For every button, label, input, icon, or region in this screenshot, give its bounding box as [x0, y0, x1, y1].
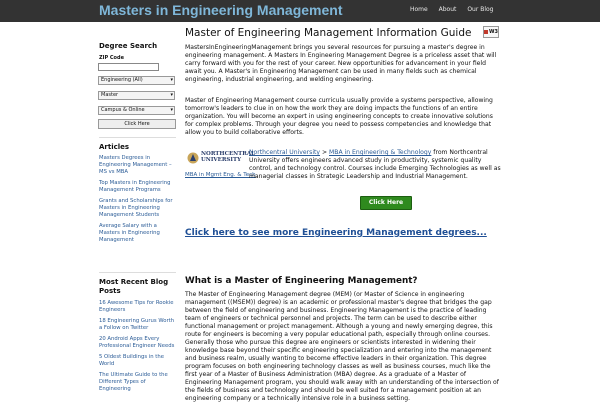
- logo-line-1: NORTHCENTRAL: [201, 151, 255, 157]
- campus-select-value: Campus & Online: [101, 107, 145, 113]
- w3c-badge[interactable]: [483, 26, 499, 38]
- section-heading: What is a Master of Engineering Management?: [185, 276, 418, 286]
- program-select[interactable]: [98, 76, 175, 85]
- articles-title: Articles: [99, 143, 130, 151]
- program-select-value: Engineering (All): [101, 77, 143, 83]
- recent-post-link[interactable]: 16 Awesome Tips for Rookie Engineers: [99, 300, 174, 313]
- sidebar-divider: [99, 272, 176, 273]
- nav-about[interactable]: About: [438, 6, 457, 13]
- zip-code-label: ZIP Code: [99, 55, 124, 61]
- article-link[interactable]: Top Masters in Engineering Management Programs: [99, 180, 171, 193]
- degree-level-select[interactable]: [98, 91, 175, 100]
- recent-post-link[interactable]: 20 Android Apps Every Professional Engineer Needs: [99, 336, 175, 349]
- w3c-icon: [484, 30, 488, 34]
- degree-level-select-value: Master: [101, 92, 119, 98]
- more-degrees-link[interactable]: Click here to see more Engineering Management degrees...: [185, 228, 487, 238]
- nav-home[interactable]: Home: [410, 6, 428, 13]
- articles-list: [99, 155, 177, 248]
- northcentral-logo-mark-icon: [187, 152, 199, 164]
- degree-search-title: Degree Search: [99, 42, 158, 50]
- recent-post-link[interactable]: 18 Engineering Gurus Worth a Follow on Twitter: [99, 318, 175, 331]
- promo-separator: >: [320, 149, 329, 156]
- mba-engineering-technology-link[interactable]: MBA in Engineering & Technology: [329, 149, 432, 156]
- article-link[interactable]: Grants and Scholarships for Masters in Engineering Management Students: [99, 198, 173, 218]
- campus-select[interactable]: [98, 106, 175, 115]
- recent-post-link[interactable]: 5 Oldest Buildings in the World: [99, 354, 164, 367]
- degree-search-button[interactable]: Click Here: [98, 119, 176, 129]
- northcentral-logo-text: [201, 151, 255, 163]
- w3c-badge-label: W3: [489, 29, 498, 35]
- recent-posts-title: Most Recent Blog Posts: [99, 278, 169, 295]
- chevron-down-icon: ▾: [170, 107, 173, 113]
- intro-paragraph-2: Master of Engineering Management course curricula usually provide a systems perspective, allowing tomorrow's leaders to clue in on how the work they are doing impacts the functions of an entire organization. You will become an expert in using engineering concepts to create innovative solutions for complex problems. Through your degree you need to possess competencies and knowledge that allow you to build collaborative efforts.: [185, 97, 493, 136]
- intro-paragraph-1: MastersInEngineeringManagement brings you several resources for pursuing a master's degree in engineering management. A Masters In Engineering Management Degree is a priceless asset that will carry forward with you for the rest of your career. New opportunities for advancement in your field await you. A Master's in Engineering Management can be used in many fields such as chemical engineering, industrial engineering, and welding engineering.: [185, 44, 497, 83]
- section-body: The Master of Engineering Management degree (MEM) (or Master of Science in engineering management ((MSEM)) degree) is an academic or professional master's degree that bridges the gap between the field of engineering and business. Engineering Management is the practice of leading team of engineers or technical personnel and projects. The term can be used to describe either functional management or project management. Although a young and newly emerging degree, this route for engineers is becoming a very popular educational path, especially through online courses. Generally those who pursue this degree are engineers or scientists interested in widening their knowledge base beyond their specific engineering specialization and entering into the management and business realm, usually wanting to become effective leaders in their organization. This degree program focuses on both engineering technology classes as well as business courses, much like the first year of a Master of Business Administration (MBA) degree. As a graduate of a Master of Engineering Management program, you should walk away with an understanding of the intersection of the fields of business and technology and should be well suited for a management position at an engineering company or a technically intensive role in a business setting.: [185, 291, 499, 402]
- logo-line-2: UNIVERSITY: [201, 157, 241, 163]
- promo-description: [249, 149, 503, 181]
- page-title: Master of Engineering Management Information Guide: [185, 27, 472, 39]
- main-content: [183, 22, 505, 400]
- article-link[interactable]: Average Salary with a Masters in Engineering Management: [99, 223, 160, 243]
- sidebar-divider: [99, 137, 176, 138]
- promo-click-here-button[interactable]: Click Here: [360, 196, 412, 210]
- top-nav: [410, 6, 502, 13]
- site-title[interactable]: Masters in Engineering Management: [99, 2, 343, 18]
- northcentral-university-link[interactable]: Northcentral University: [249, 149, 321, 156]
- sidebar: [96, 22, 179, 400]
- page-wrapper: [96, 22, 505, 400]
- chevron-down-icon: ▾: [170, 92, 173, 98]
- top-bar: [0, 0, 600, 22]
- mba-mgmt-eng-tech-link[interactable]: MBA in Mgmt Eng. & Tech: [185, 172, 256, 178]
- zip-code-input[interactable]: [98, 63, 159, 71]
- recent-post-link[interactable]: The Ultimate Guide to the Different Types of Engineering: [99, 372, 168, 392]
- chevron-down-icon: ▾: [170, 77, 173, 83]
- promo-description-text: from Northcentral University offers engineers advanced study in productivity, systemic quality control, and technology control. Courses include Emerging Technologies as well as managerial classes in Strategic Leadership and Industrial Management.: [249, 149, 501, 180]
- nav-our-blog[interactable]: Our Blog: [467, 6, 494, 13]
- recent-posts-list: [99, 300, 177, 397]
- article-link[interactable]: Masters Degrees in Engineering Management – MS vs MBA: [99, 155, 172, 175]
- northcentral-logo[interactable]: [187, 149, 255, 167]
